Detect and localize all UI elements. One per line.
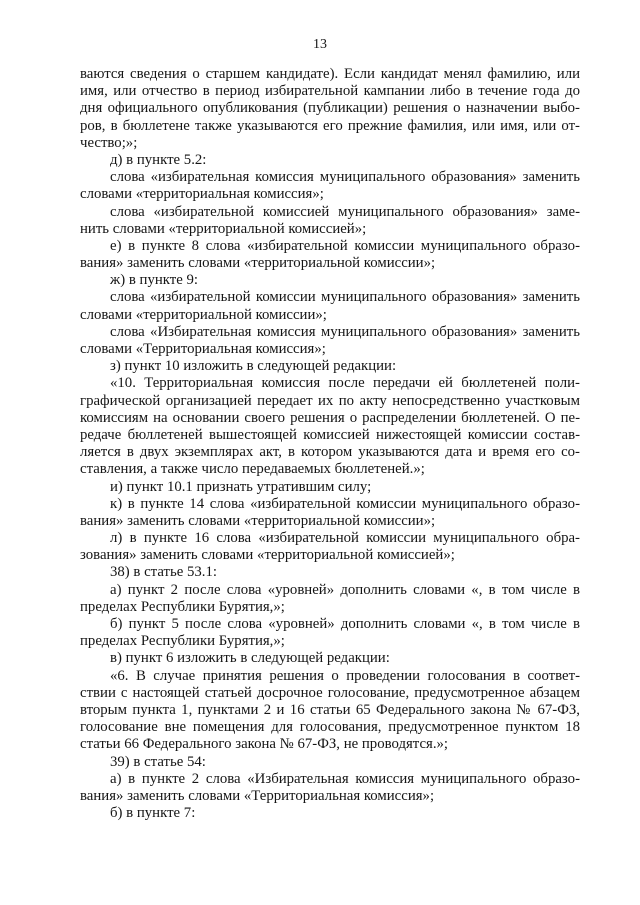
paragraph — [80, 650, 580, 667]
paragraph — [80, 289, 580, 323]
text-line: ствии с настоящей статьей досрочное голосование, предусмотренное абзацем — [80, 684, 580, 701]
text-line: слова «избирательной комиссии муниципального образования» заменить — [110, 289, 580, 306]
text-line: а) в пункте 2 слова «Избирательная комиссия муниципального образо- — [110, 770, 580, 787]
text-line: статьи 66 Федерального закона № 67-ФЗ, не проводятся.»; — [80, 736, 449, 753]
text-line: а) пункт 2 после слова «уровней» дополнить словами «, в том числе в — [110, 581, 580, 598]
text-line: ров, в бюллетене также указываются его прежние фамилия, или имя, или от- — [80, 117, 580, 134]
text-line: ваются сведения о старшем кандидате). Если кандидат менял фамилию, или — [80, 66, 580, 82]
text-line: словами «Территориальная комиссия»; — [80, 341, 326, 357]
text-line: е) в пункте 8 слова «избирательной комиссии муниципального образо- — [110, 237, 580, 254]
text-line: слова «избирательная комиссия муниципального образования» заменить — [110, 169, 580, 186]
page-number: 13 — [313, 37, 327, 52]
paragraph — [80, 479, 580, 496]
text-line: в) пункт 6 изложить в следующей редакции: — [110, 650, 390, 667]
text-line: вания» заменить словами «Территориальная комиссия»; — [80, 787, 435, 804]
text-line: вания» заменить словами «территориальной комиссии»; — [80, 512, 436, 529]
paragraph — [80, 496, 580, 530]
text-line: редаче бюллетеней вышестоящей комиссией нижестоящей комиссии состав- — [80, 426, 580, 443]
text-line: к) в пункте 14 слова «избирательной комиссии муниципального образо- — [110, 495, 580, 512]
paragraph — [80, 582, 580, 616]
text-line: 38) в статье 53.1: — [110, 564, 217, 581]
text-line: пределах Республики Бурятия,»; — [80, 598, 285, 615]
text-line: голосование вне помещения для голосования, предусмотренное пунктом 18 — [80, 719, 580, 736]
paragraph — [80, 238, 580, 272]
document-body — [80, 66, 580, 822]
text-line: вторым пункта 1, пунктами 2 и 16 статьи 65 Федерального закона № 67-ФЗ, — [80, 701, 580, 718]
text-line: словами «территориальная комиссия»; — [80, 186, 324, 203]
paragraph — [80, 66, 580, 152]
text-line: л) в пункте 16 слова «избирательной комиссии муниципального обра- — [110, 530, 580, 547]
paragraph — [80, 375, 580, 478]
text-line: «6. В случае принятия решения о проведении голосования в соответ- — [110, 667, 580, 684]
paragraph — [80, 805, 580, 822]
paragraph — [80, 324, 580, 358]
text-line: вания» заменить словами «территориальной комиссии»; — [80, 255, 436, 272]
paragraph — [80, 668, 580, 754]
text-line: словами «территориальной комиссии»; — [80, 306, 327, 323]
paragraph — [80, 616, 580, 650]
text-line: б) в пункте 7: — [110, 805, 196, 822]
text-line: «10. Территориальная комиссия после передачи ей бюллетеней поли- — [110, 375, 580, 392]
text-line: ж) в пункте 9: — [110, 272, 199, 289]
text-line: имя, или отчество в период избирательной кампании либо в течение года до — [80, 83, 580, 100]
paragraph — [80, 169, 580, 203]
text-line: комиссиям на основании своего решения о распределении бюллетеней. О пе- — [80, 409, 580, 426]
text-line: пределах Республики Бурятия,»; — [80, 633, 285, 650]
text-line: б) пункт 5 после слова «уровней» дополнить словами «, в том числе в — [110, 616, 580, 632]
paragraph — [80, 530, 580, 564]
text-line: ляется в двух экземплярах акт, в котором указываются дата и время его со- — [80, 444, 580, 461]
text-line: графической организацией передает их по акту непосредственно участковым — [80, 392, 580, 409]
text-line: дня официального опубликования (публикации) решения о назначении выбо- — [80, 100, 580, 117]
paragraph — [80, 771, 580, 805]
text-line: ставления, а также число передаваемых бюллетеней.»; — [80, 461, 425, 478]
text-line: чество;»; — [80, 134, 138, 151]
text-line: зования» заменить словами «территориальной комиссией»; — [80, 547, 455, 564]
paragraph — [80, 204, 580, 238]
text-line: д) в пункте 5.2: — [110, 151, 207, 168]
text-line: и) пункт 10.1 признать утратившим силу; — [110, 478, 372, 495]
text-line: 39) в статье 54: — [110, 753, 206, 770]
paragraph — [80, 272, 580, 289]
text-line: слова «избирательной комиссией муниципального образования» заме- — [110, 203, 580, 220]
text-line: з) пункт 10 изложить в следующей редакции: — [110, 358, 397, 375]
paragraph — [80, 152, 580, 169]
text-line: нить словами «территориальной комиссией»; — [80, 220, 367, 237]
paragraph — [80, 564, 580, 581]
paragraph — [80, 754, 580, 771]
text-line: слова «Избирательная комиссия муниципального образования» заменить — [110, 323, 580, 340]
paragraph — [80, 358, 580, 375]
